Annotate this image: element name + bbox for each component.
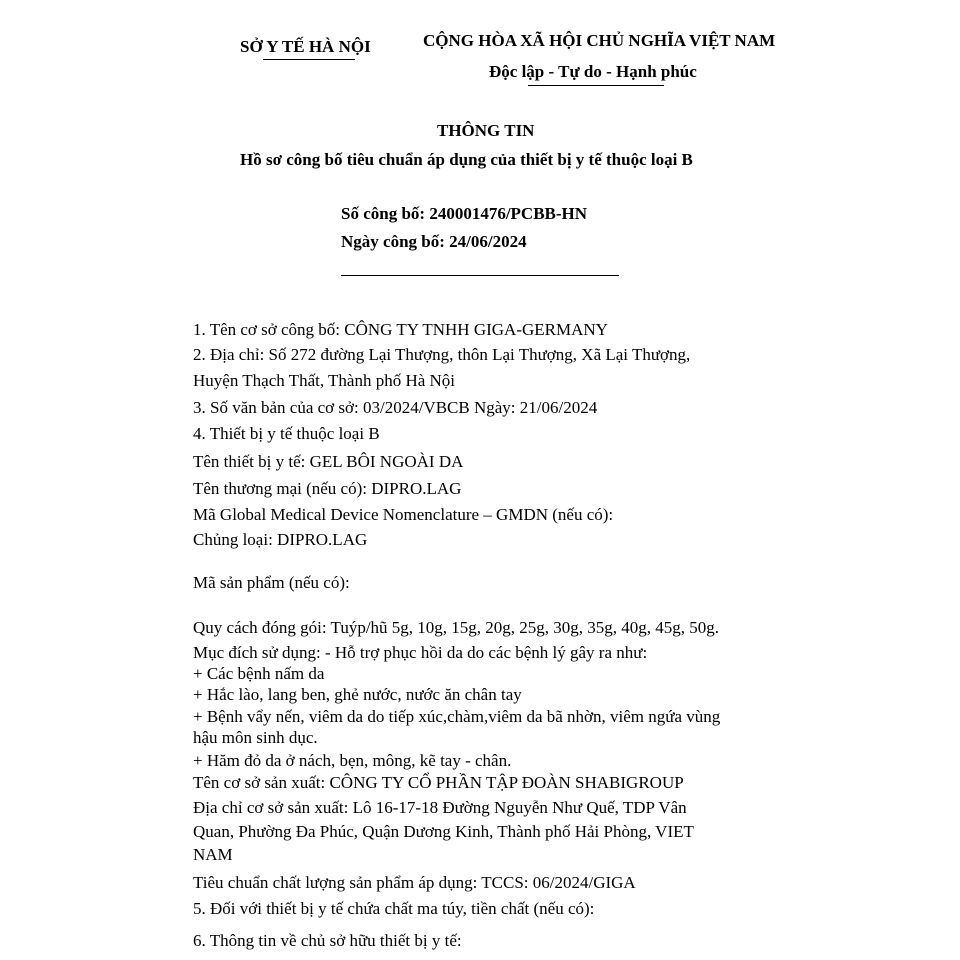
body-line: + Các bệnh nấm da	[193, 664, 325, 683]
body-line: Quy cách đóng gói: Tuýp/hũ 5g, 10g, 15g, 20g, 25g, 30g, 35g, 40g, 45g, 50g.	[193, 618, 720, 637]
motto-underline	[528, 85, 664, 86]
body-line: 3. Số văn bản của cơ sở: 03/2024/VBCB Ngày: 21/06/2024	[193, 398, 598, 417]
body-line: Chủng loại: DIPRO.LAG	[193, 530, 368, 549]
agency-underline	[263, 59, 355, 60]
body-line: Quan, Phường Đa Phúc, Quận Dương Kinh, Thành phố Hải Phòng, VIET	[193, 822, 694, 841]
republic-name: CỘNG HÒA XÃ HỘI CHỦ NGHĨA VIỆT NAM	[423, 31, 776, 50]
announcement-number: Số công bố: 240001476/PCBB-HN	[341, 204, 588, 223]
body-line: Tên thiết bị y tế: GEL BÔI NGOÀI DA	[193, 452, 464, 471]
body-line: 5. Đối với thiết bị y tế chứa chất ma túy, tiền chất (nếu có):	[193, 899, 595, 918]
national-motto: Độc lập - Tự do - Hạnh phúc	[489, 62, 697, 81]
body-line: Mục đích sử dụng: - Hỗ trợ phục hồi da do các bệnh lý gây ra như:	[193, 643, 648, 662]
body-line: Mã sản phẩm (nếu có):	[193, 573, 350, 592]
body-line: Huyện Thạch Thất, Thành phố Hà Nội	[193, 371, 456, 390]
body-line: + Bệnh vẩy nến, viêm da do tiếp xúc,chàm,viêm da bã nhờn, viêm ngứa vùng	[193, 707, 721, 726]
agency-name: SỞ Y TẾ HÀ NỘI	[240, 37, 371, 56]
body-line: Địa chỉ cơ sở sản xuất: Lô 16-17-18 Đường Nguyễn Như Quế, TDP Vân	[193, 798, 687, 817]
title-divider	[341, 275, 619, 276]
body-line: 1. Tên cơ sở công bố: CÔNG TY TNHH GIGA-GERMANY	[193, 320, 608, 339]
document-subtitle: Hồ sơ công bố tiêu chuẩn áp dụng của thiết bị y tế thuộc loại B	[240, 150, 693, 169]
body-line: 2. Địa chỉ: Số 272 đường Lại Thượng, thôn Lại Thượng, Xã Lại Thượng,	[193, 345, 691, 364]
body-line: Mã Global Medical Device Nomenclature – GMDN (nếu có):	[193, 505, 614, 524]
document-title: THÔNG TIN	[437, 121, 535, 140]
body-line: + Hăm đỏ da ở nách, bẹn, mông, kẽ tay - chân.	[193, 751, 512, 770]
body-line: 6. Thông tin về chủ sở hữu thiết bị y tế:	[193, 931, 462, 950]
body-line: Tên cơ sở sản xuất: CÔNG TY CỔ PHẦN TẬP ĐOÀN SHABIGROUP	[193, 773, 684, 792]
body-line: hậu môn sinh dục.	[193, 728, 318, 747]
body-line: + Hắc lào, lang ben, ghẻ nước, nước ăn chân tay	[193, 685, 522, 704]
body-line: Tên thương mại (nếu có): DIPRO.LAG	[193, 479, 462, 498]
body-line: Tiêu chuẩn chất lượng sản phẩm áp dụng: TCCS: 06/2024/GIGA	[193, 873, 636, 892]
body-line: 4. Thiết bị y tế thuộc loại B	[193, 424, 380, 443]
announcement-date: Ngày công bố: 24/06/2024	[341, 232, 527, 251]
body-line: NAM	[193, 845, 233, 864]
